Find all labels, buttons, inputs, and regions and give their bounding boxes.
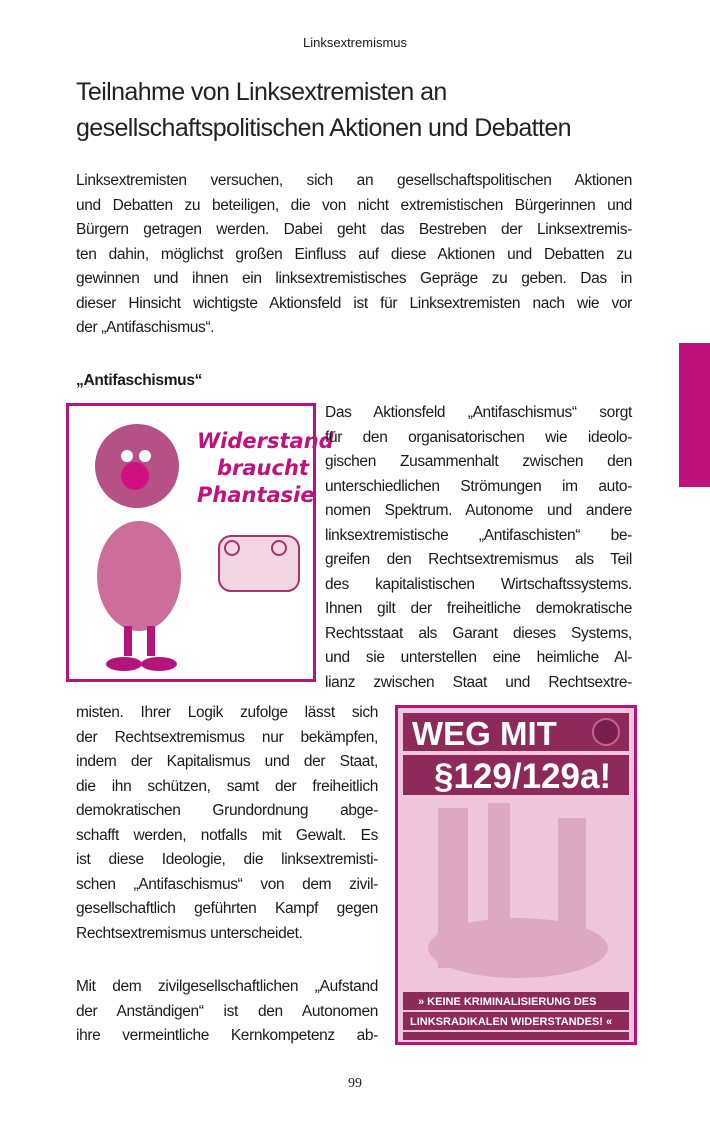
cartoon-text: Widerstand	[197, 429, 334, 453]
page-number: 99	[348, 1076, 362, 1091]
text-line: Ihnen gilt der freiheitliche demokratische	[325, 600, 632, 617]
text-line: lianz zwischen Staat und Rechtsextre-	[325, 673, 632, 691]
text-line: gischen Zusammenhalt zwischen den	[325, 453, 632, 470]
title-line: gesellschaftspolitischen Aktionen und Debatten	[76, 114, 571, 142]
text-line: und sie unterstellen eine heimliche Al-	[325, 649, 632, 666]
text-line: schafft werden, notfalls mit Gewalt. Es	[76, 826, 378, 844]
text-line: unterschiedlichen Strömungen im auto-	[325, 477, 632, 495]
section-heading: „Antifaschismus“	[76, 372, 203, 389]
right-column-text	[325, 401, 632, 695]
antifa-logo-icon	[593, 719, 619, 745]
text-line: Bürgern getragen werden. Dabei geht das Bestreben der Linksextremis-	[76, 221, 632, 238]
text-line: schen „Antifaschismus“ von dem zivil-	[76, 875, 378, 893]
text-line: demokratischen Grundordnung abge-	[76, 802, 378, 819]
text-line: der Rechtsextremismus nur bekämpfen,	[76, 728, 378, 746]
text-line: des kapitalistischen Wirtschaftssystems.	[325, 575, 632, 593]
left-column-text	[76, 701, 378, 946]
text-line: Mit dem zivilgesellschaftlichen „Aufstand	[76, 978, 378, 995]
text-line: Rechtsstaat als Garant dieses Systems,	[325, 624, 632, 642]
text-line: Das Aktionsfeld „Antifaschismus“ sorgt	[325, 404, 632, 421]
text-line: für den organisatorischen wie ideolo-	[325, 428, 632, 446]
poster-headline: WEG MIT	[412, 715, 557, 752]
left-column-text-2	[76, 975, 378, 1049]
text-line: ist diese Ideologie, die linksextremisti-	[76, 851, 378, 868]
text-line: greifen den Rechtsextremismus als Teil	[325, 551, 632, 568]
text-line: misten. Ihrer Logik zufolge lässt sich	[76, 704, 378, 721]
text-line: dieser Hinsicht wichtigste Aktionsfeld ist für Linksextremisten nach wie vor	[76, 294, 632, 312]
text-line: der Anständigen“ ist den Autonomen	[76, 1002, 378, 1020]
poster-figure	[395, 705, 637, 1045]
text-line: ihre vermeintliche Kernkompetenz ab-	[76, 1027, 378, 1044]
text-line: gewinnen und ihnen ein linksextremistisches Gepräge zu geben. Das in	[76, 270, 632, 287]
text-line: und Debatten zu beteiligen, die von nicht extremistischen Bürgerinnen und	[76, 196, 632, 214]
poster-subline: LINKSRADIKALEN WIDERSTANDES! «	[410, 1016, 613, 1028]
text-line: Linksextremisten versuchen, sich an gesellschaftspolitischen Aktionen	[76, 172, 632, 189]
text-line: gesellschaftlich geführten Kampf gegen	[76, 900, 378, 917]
title-line: Teilnahme von Linksextremisten an	[76, 78, 447, 106]
text-line: nomen Spektrum. Autonome und andere	[325, 502, 632, 519]
cartoon-text: Phantasie	[197, 483, 315, 507]
text-line: Rechtsextremismus unterscheidet.	[76, 924, 303, 942]
poster-subline: » KEINE KRIMINALISIERUNG DES	[418, 996, 597, 1008]
section-marker-tab	[679, 343, 710, 487]
intro-paragraph	[76, 169, 632, 341]
page-title	[76, 74, 571, 146]
text-line: ten dahin, möglichst großen Einfluss auf diese Aktionen und Debatten zu	[76, 245, 632, 263]
cartoon-figure	[66, 403, 334, 682]
running-header: Linksextremismus	[302, 35, 408, 50]
poster-headline: §129/129a!	[434, 757, 612, 796]
text-line: der „Antifaschismus“.	[76, 319, 215, 336]
text-line: die ihn schützen, samt der freiheitlich	[76, 777, 378, 795]
text-line: indem der Kapitalismus und der Staat,	[76, 753, 378, 770]
cartoon-text: braucht	[217, 456, 309, 480]
text-line: linksextremistische „Antifaschisten“ be-	[325, 526, 632, 544]
